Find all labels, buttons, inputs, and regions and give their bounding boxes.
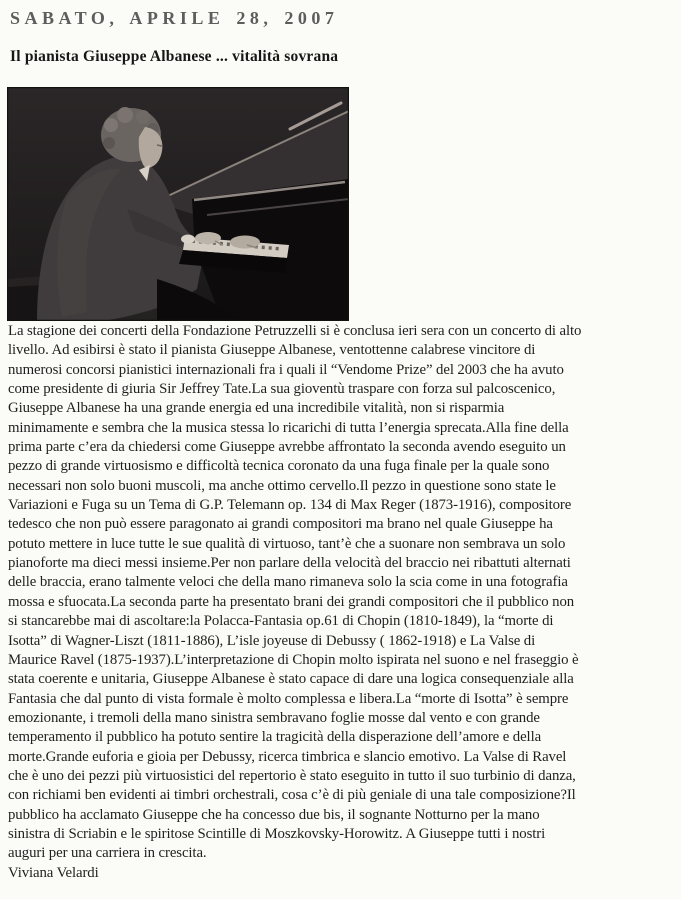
- body-line: livello. Ad esibirsi è stato il pianista Giuseppe Albanese, ventottenne calabrese vincitore di: [8, 342, 536, 359]
- byline: Viviana Velardi: [8, 864, 99, 881]
- body-line: emozionante, i tremoli della mano sinistra sembravano foglie mosse dal vento e con grande: [8, 709, 540, 726]
- body-line: La stagione dei concerti della Fondazione Petruzzelli si è conclusa ieri sera con un concerto di alto: [8, 323, 582, 339]
- body-line: Variazioni e Fuga su un Tema di G.P. Telemann op. 134 di Max Reger (1873-1916), compositore: [8, 497, 572, 514]
- date-header: SABATO, APRILE 28, 2007: [10, 8, 339, 28]
- body-line: sinistra di Scriabin e le spiritose Scintille di Moszkovsky-Horowitz. A Giuseppe tutti i nostri: [8, 825, 546, 842]
- body-line: Isotta” di Wagner-Liszt (1811-1886), L’isle joyeuse di Debussy ( 1862-1918) e La Valse di: [8, 632, 536, 649]
- body-line: temperamento il pubblico ha potuto sentire la tragicità della disperazione dell’amore e della: [8, 729, 542, 746]
- body-line: Fantasia che dal punto di vista formale è molto complessa e libera.La “morte di Isotta” è sempre: [8, 690, 569, 707]
- body-line: si stancarebbe mai di ascoltare:la Polacca-Fantasia op.61 di Chopin (1810-1849), la “morte di: [8, 613, 554, 630]
- body-line: morte.Grande euforia e gioia per Debussy, ricerca timbrica e slancio emotivo. La Valse di Ravel: [8, 748, 567, 765]
- body-line: prima parte c’era da chiedersi come Giuseppe avrebbe affrontato la seconda avendo eseguito un: [8, 439, 566, 456]
- pianist-hand-right: [230, 236, 260, 249]
- pianist-photo: [7, 87, 349, 321]
- shirt-cuff: [181, 235, 195, 244]
- body-line: minimamente e sembra che la musica stessa lo ricarichi di tutta l’energia sprecata.Alla fine della: [8, 419, 569, 436]
- body-line: potuto mettere in luce tutte le sue qualità di virtuoso, tant’è che a suonare non sembrava un solo: [8, 535, 566, 552]
- body-line: pezzo di grande virtuosismo e difficoltà tecnica coronato da una fuga finale per la quale sono: [8, 458, 550, 475]
- body-line: pianoforte ma dieci messi insieme.Per non parlare della velocità del braccio nei ribattuti alternati: [8, 555, 571, 572]
- body-line: delle braccia, erano talmente veloci che della mano rimaneva solo la scia come in una fotografia: [8, 574, 568, 591]
- body-line: che è uno dei pezzi più virtuosistici del repertorio è stato eseguito in tutto il suo turbinio di danza,: [8, 767, 576, 784]
- body-line: mossa e sfuocata.La seconda parte ha presentato brani dei grandi compositori che il pubblico non: [8, 593, 575, 610]
- body-line: con richiami ben evidenti ai timbri orchestrali, cosa c’è di più geniale di una tale composizione?Il: [8, 787, 576, 804]
- body-line: Maurice Ravel (1875-1937).L’interpretazione di Chopin molto ispirata nel suono e nel fraseggio è: [8, 651, 579, 668]
- article-body: [8, 322, 681, 883]
- body-line: necessari non solo buoni muscoli, ma anche ottimo cervello.Il pezzo in questione sono state le: [8, 477, 556, 494]
- body-line: come presidente di giuria Sir Jeffrey Tate.La sua gioventù traspare con forza sul palcoscenico,: [8, 381, 556, 398]
- body-line: numerosi concorsi pianistici internazionali fra i quali il “Vendome Prize” del 2003 che ha avuto: [8, 361, 564, 378]
- body-line: tedesco che non può essere paragonato ai grandi compositori ma brano nel quale Giuseppe ha: [8, 516, 553, 533]
- body-line: pubblico ha acclamato Giuseppe che ha concesso due bis, il sognante Notturno per la mano: [8, 806, 540, 823]
- body-line: stata coerente e unitaria, Giuseppe Albanese è stato capace di dare una logica consequenziale alla: [8, 671, 574, 688]
- body-line: auguri per una carriera in crescita.: [8, 845, 207, 862]
- body-line: Giuseppe Albanese ha una grande energia ed una incredibile vitalità, non si risparmia: [8, 400, 505, 417]
- article-headline: Il pianista Giuseppe Albanese ... vitalità sovrana: [10, 48, 339, 65]
- pianist-photo-image: [7, 87, 349, 321]
